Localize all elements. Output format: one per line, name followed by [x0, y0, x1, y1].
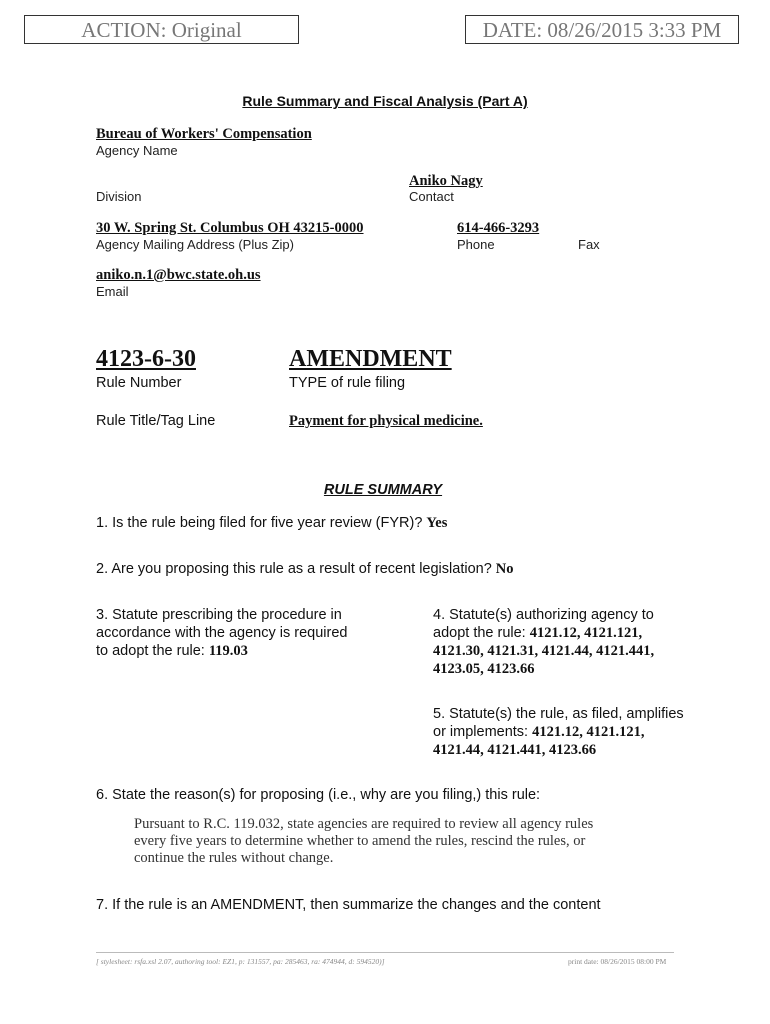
question-6-answer	[134, 816, 694, 867]
question-5-line-2: or implements:	[433, 724, 529, 740]
question-6: 6. State the reason(s) for proposing (i.e., why are you filing,) this rule:	[96, 787, 541, 803]
address-value: 30 W. Spring St. Columbus OH 43215-0000	[96, 220, 364, 236]
email-value: aniko.n.1@bwc.state.oh.us	[96, 267, 261, 283]
question-5	[433, 705, 753, 759]
question-4	[433, 606, 753, 678]
question-3-line-1: 3. Statute prescribing the procedure in	[96, 607, 342, 623]
question-3-answer: 119.03	[208, 643, 248, 659]
phone-label: Phone	[457, 237, 495, 252]
question-2-answer: No	[495, 561, 514, 577]
contact-label: Contact	[409, 189, 454, 204]
date-text: DATE: 08/26/2015 3:33 PM	[482, 18, 722, 42]
rule-summary-heading: RULE SUMMARY	[323, 482, 443, 498]
question-5-line-1: 5. Statute(s) the rule, as filed, amplifies	[433, 706, 684, 722]
rule-number-label: Rule Number	[96, 375, 182, 391]
rule-number-value: 4123-6-30	[96, 346, 196, 372]
question-4-answer-line-2: 4121.30, 4121.31, 4121.44, 4121.441,	[433, 643, 655, 659]
rule-type-label: TYPE of rule filing	[289, 375, 406, 391]
action-text: ACTION: Original	[81, 18, 242, 42]
question-2	[96, 560, 514, 578]
question-6-answer-line-1: Pursuant to R.C. 119.032, state agencies are required to review all agency rules	[134, 816, 594, 832]
rule-type-value: AMENDMENT	[289, 346, 452, 372]
question-6-answer-line-2: every five years to determine whether to amend the rules, rescind the rules, or	[134, 833, 586, 849]
question-7: 7. If the rule is an AMENDMENT, then summarize the changes and the content	[96, 897, 601, 913]
action-box	[24, 15, 299, 44]
date-box	[465, 15, 739, 44]
question-1-answer: Yes	[426, 515, 448, 531]
agency-name-value: Bureau of Workers' Compensation	[96, 126, 312, 142]
page-title: Rule Summary and Fiscal Analysis (Part A)	[242, 93, 528, 109]
question-4-answer-line-3: 4123.05, 4123.66	[433, 661, 535, 677]
footer-stylesheet-info: [ stylesheet: rsfa.xsl 2.07, authoring tool: EZ1, p: 131557, pa: 285463, ra: 474944, d: 594520)]	[96, 957, 385, 966]
question-3	[96, 606, 416, 660]
agency-name-label: Agency Name	[96, 143, 178, 158]
question-3-line-3: to adopt the rule:	[96, 643, 205, 659]
phone-value: 614-466-3293	[457, 220, 540, 236]
address-label: Agency Mailing Address (Plus Zip)	[96, 237, 294, 252]
rule-title-label: Rule Title/Tag Line	[96, 413, 216, 429]
question-5-answer-line-1: 4121.12, 4121.121,	[532, 724, 645, 740]
rule-title-value: Payment for physical medicine.	[289, 413, 483, 429]
question-2-text: 2. Are you proposing this rule as a result of recent legislation?	[96, 561, 492, 577]
footer-divider	[96, 952, 674, 953]
footer-print-date: print date: 08/26/2015 08:00 PM	[568, 957, 667, 966]
question-1	[96, 514, 447, 532]
question-4-answer-line-1: 4121.12, 4121.121,	[529, 625, 643, 641]
contact-value: Aniko Nagy	[409, 173, 483, 189]
fax-label: Fax	[578, 237, 600, 252]
question-6-answer-line-3: continue the rules without change.	[134, 850, 334, 866]
question-1-text: 1. Is the rule being filed for five year review (FYR)?	[96, 515, 423, 531]
question-4-line-1: 4. Statute(s) authorizing agency to	[433, 607, 654, 623]
email-label: Email	[96, 284, 129, 299]
question-3-line-2: accordance with the agency is required	[96, 625, 348, 641]
question-4-line-2: adopt the rule:	[433, 625, 526, 641]
question-5-answer-line-2: 4121.44, 4121.441, 4123.66	[433, 742, 597, 758]
division-label: Division	[96, 189, 142, 204]
